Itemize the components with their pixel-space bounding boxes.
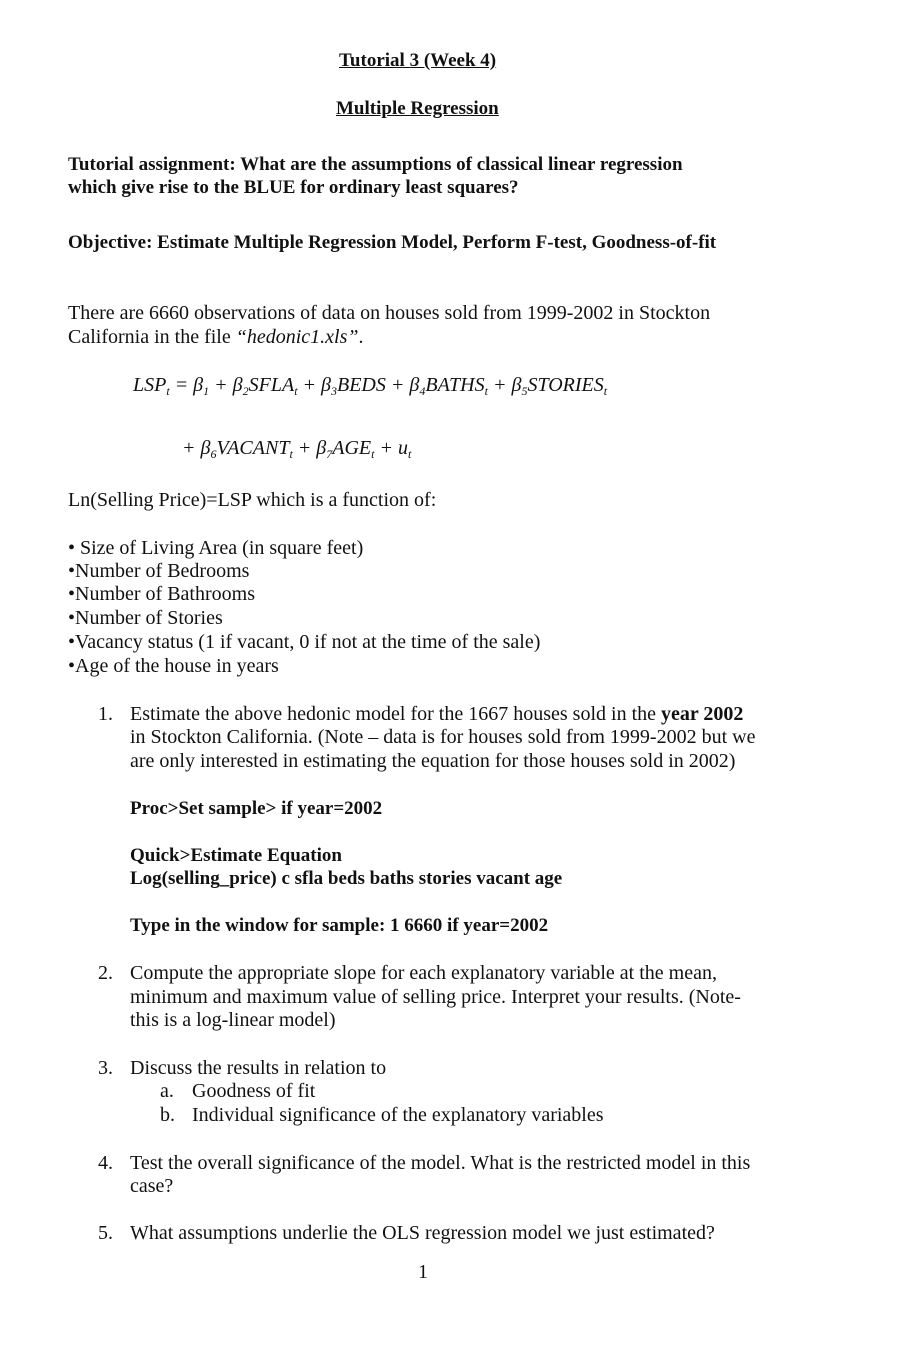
q2-line-2: minimum and maximum value of selling price. Interpret your results. (Note- [130, 986, 741, 1008]
equation-line-1: $LSP_t = \beta_1$ + $\beta_2SFLA_t$ + $\beta_3BEDS$ + $\beta_4BATHS_t$ + $\beta_5STORIES_t$ [133, 374, 608, 398]
q2-line-1: Compute the appropriate slope for each explanatory variable at the mean, [130, 962, 717, 984]
q1-line-1: Estimate the above hedonic model for the 1667 houses sold in the year 2002 [130, 703, 744, 725]
page-title: Tutorial 3 (Week 4) [339, 50, 497, 71]
q5-number: 5. [98, 1222, 113, 1244]
q1-command-sample: Proc>Set sample> if year=2002 [130, 798, 383, 819]
function-line: Ln(Selling Price)=LSP which is a function of: [68, 489, 437, 511]
intro-line-1: There are 6660 observations of data on houses sold from 1999-2002 in Stockton [68, 302, 711, 324]
bullet-item: • Size of Living Area (in square feet) [68, 537, 364, 559]
q1-year-bold: year 2002 [661, 703, 744, 725]
bullet-item: •Number of Bathrooms [68, 583, 255, 605]
q3-sub-a-text: Goodness of fit [192, 1080, 316, 1102]
q3-sub-b-text: Individual significance of the explanatory variables [192, 1104, 604, 1126]
bullet-item: •Number of Stories [68, 607, 223, 629]
q1-command-window: Type in the window for sample: 1 6660 if year=2002 [130, 915, 549, 936]
q3-sub-a-label: a. [160, 1080, 174, 1102]
page-subtitle: Multiple Regression [336, 98, 499, 119]
intro-line-2 [68, 325, 364, 349]
q4-line-1: Test the overall significance of the model. What is the restricted model in this [130, 1152, 751, 1174]
q1-number: 1. [98, 703, 113, 725]
bullet-item: •Number of Bedrooms [68, 560, 250, 582]
assignment-line-2: which give rise to the BLUE for ordinary least squares? [68, 177, 519, 198]
q3-number: 3. [98, 1057, 113, 1079]
q2-number: 2. [98, 962, 113, 984]
filename: “hedonic1.xls” [235, 326, 359, 348]
q1-command-equation: Log(selling_price) c sfla beds baths stories vacant age [130, 868, 563, 889]
q1-command-estimate: Quick>Estimate Equation [130, 845, 342, 866]
q2-line-3: this is a log-linear model) [130, 1009, 336, 1031]
equation-line-2: + $\beta_6VACANT_t + \beta_7AGE_t + u_t$ [182, 437, 412, 461]
page-number: 1 [418, 1261, 428, 1283]
q5-line-1: What assumptions underlie the OLS regression model we just estimated? [130, 1222, 715, 1244]
q4-number: 4. [98, 1152, 113, 1174]
q3-line-1: Discuss the results in relation to [130, 1057, 387, 1079]
bullet-item: •Vacancy status (1 if vacant, 0 if not at the time of the sale) [68, 631, 541, 653]
intro-line-2-text: California in the file [68, 326, 236, 348]
bullet-item: •Age of the house in years [68, 655, 279, 677]
objective: Objective: Estimate Multiple Regression Model, Perform F-test, Goodness-of-fit [68, 232, 717, 253]
q3-sub-b-label: b. [160, 1104, 175, 1126]
intro-line-2-end: . [358, 326, 364, 348]
q1-line-2: in Stockton California. (Note – data is for houses sold from 1999-2002 but we [130, 726, 756, 748]
assignment-line-1: Tutorial assignment: What are the assumptions of classical linear regression [68, 154, 683, 175]
q4-line-2: case? [130, 1175, 174, 1197]
q1-line-3: are only interested in estimating the equation for those houses sold in 2002) [130, 750, 736, 772]
